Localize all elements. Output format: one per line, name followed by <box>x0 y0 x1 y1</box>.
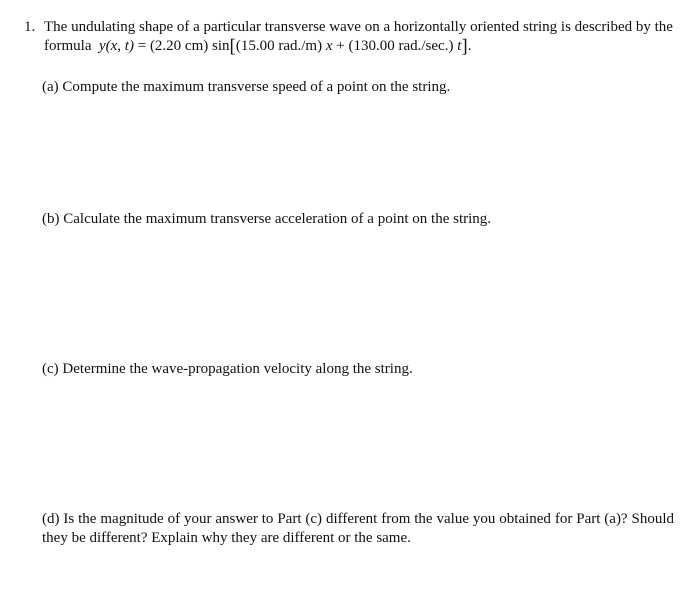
formula-open-bracket: [ <box>229 36 236 57</box>
part-a <box>42 78 674 97</box>
formula-x-var: x <box>325 38 333 54</box>
formula-t-var: t <box>457 38 462 54</box>
problem-statement <box>24 18 676 56</box>
part-d-text: Is the magnitude of your answer to Part (c) different from the value you obtained for Part (a)? Should they be different? Explain why they are different or the same. <box>42 511 675 546</box>
part-a-label: (a) <box>42 79 59 95</box>
problem-stem <box>44 18 676 56</box>
part-b <box>42 210 674 229</box>
stem-text: The undulating shape of a particular transverse wave on a horizontally oriented string is described by the <box>44 19 673 35</box>
part-c <box>42 360 674 379</box>
formula-equals: = <box>133 38 150 54</box>
formula-close-bracket: ] <box>461 36 468 57</box>
formula-line <box>44 37 676 56</box>
part-b-text: Calculate the maximum transverse acceleration of a point on the string. <box>63 211 492 227</box>
formula-plus: + <box>332 38 349 54</box>
problem-1 <box>24 18 676 56</box>
formula-intro: formula <box>44 38 92 54</box>
wave-formula <box>98 36 472 57</box>
part-c-label: (c) <box>42 361 59 377</box>
formula-lhs: y(x, t) <box>98 38 134 54</box>
formula-amplitude: (2.20 cm) <box>149 38 209 54</box>
formula-w-term: (130.00 rad./sec.) <box>348 38 454 54</box>
formula-k-term: (15.00 rad./m) <box>235 38 323 54</box>
part-a-text: Compute the maximum transverse speed of a point on the string. <box>62 79 451 95</box>
formula-func: sin <box>208 38 230 54</box>
problem-number: 1. <box>24 19 36 35</box>
part-c-text: Determine the wave-propagation velocity along the string. <box>62 361 413 377</box>
part-d <box>42 510 674 548</box>
part-d-label: (d) <box>42 511 60 527</box>
formula-end: . <box>467 38 472 54</box>
part-b-label: (b) <box>42 211 60 227</box>
